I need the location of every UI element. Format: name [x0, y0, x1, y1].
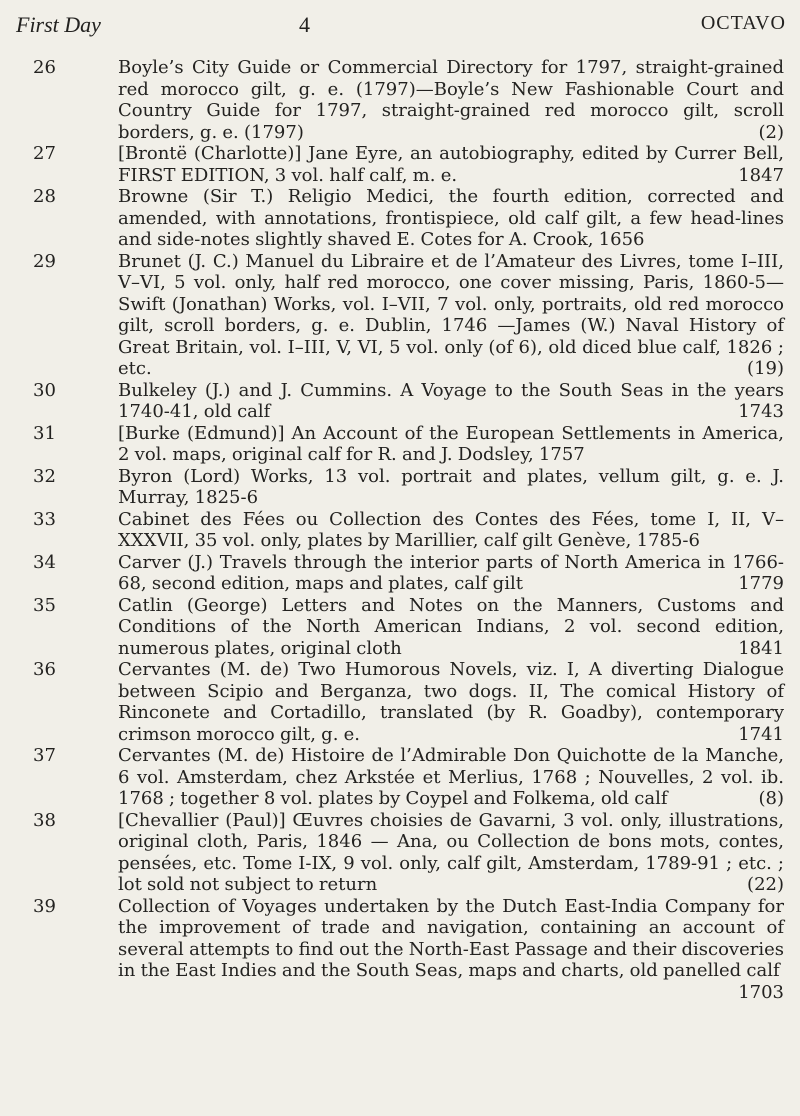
page-header — [16, 12, 786, 38]
lot-date: (19) — [747, 358, 784, 379]
lot-list — [0, 57, 800, 1003]
page-number: 4 — [299, 12, 310, 37]
lot-text: Cabinet des Fées ou Collection des Contes des Fées, tome I, II, V–XXXVII, 35 vol. only, plates by Marillier, calf gilt Genève, 1785-6 — [118, 508, 784, 551]
lot-entry — [0, 745, 800, 810]
lot-text: [Chevallier (Paul)] Œuvres choisies de Gavarni, 3 vol. only, illustrations, original cloth, Paris, 1846 — Ana, ou Collection de bons mots, contes, pensées, etc. Tome I-IX, 9 vol. only, calf gilt, Amsterdam, 1789-91 ; etc. ; lot sold not subject to return — [118, 809, 784, 895]
lot-description — [118, 895, 784, 1003]
lot-entry — [0, 552, 800, 595]
running-head-title: First Day — [16, 12, 101, 37]
lot-number: 37 — [33, 745, 56, 766]
lot-number: 32 — [33, 465, 56, 487]
lot-text: [Burke (Edmund)] An Account of the European Settlements in America, 2 vol. maps, original calf for R. and J. Dodsley, 1757 — [118, 422, 784, 465]
running-head-format: OCTAVO — [700, 12, 786, 34]
lot-date: 1703 — [738, 981, 784, 1003]
lot-text: Bulkeley (J.) and J. Cummins. A Voyage to the South Seas in the years 1740-41, old calf — [118, 379, 784, 422]
lot-description — [118, 509, 784, 552]
lot-description — [118, 810, 784, 896]
lot-number: 33 — [33, 508, 56, 530]
lot-date: (2) — [758, 121, 784, 143]
lot-number: 28 — [33, 186, 56, 207]
lot-description — [118, 380, 784, 423]
lot-description — [118, 595, 784, 660]
lot-number: 36 — [33, 659, 56, 680]
lot-date: (8) — [758, 788, 784, 809]
lot-text: Cervantes (M. de) Histoire de l’Admirable Don Quichotte de la Manche, 6 vol. Amsterdam, chez Arkstée et Merlius, 1768 ; Nouvelles, 2 vol. ib. 1768 ; together 8 vol. plates by Coypel and Folkema, old calf — [118, 745, 784, 809]
lot-description — [118, 659, 784, 745]
lot-description — [118, 552, 784, 595]
lot-description — [118, 745, 784, 810]
lot-entry — [0, 186, 800, 251]
lot-description — [118, 466, 784, 509]
lot-text: [Brontë (Charlotte)] Jane Eyre, an autobiography, edited by Currer Bell, FIRST EDITION, 3 vol. half calf, m. e. — [118, 143, 784, 186]
lot-entry — [0, 509, 800, 552]
lot-text: Catlin (George) Letters and Notes on the Manners, Customs and Conditions of the North American Indians, 2 vol. second edition, numerous plates, original cloth — [118, 594, 784, 659]
lot-description — [118, 186, 784, 251]
lot-text: Brunet (J. C.) Manuel du Libraire et de l’Amateur des Livres, tome I–III, V–VI, 5 vol. only, half red morocco, one cover missing, Paris, 1860-5—Swift (Jonathan) Works, vol. I–VII, 7 vol. only, portraits, old red morocco gilt, scroll borders, g. e. Dublin, 1746 —James (W.) Naval History of Great Britain, vol. I–III, V, VI, 5 vol. only (of 6), old diced blue calf, 1826 ; etc. — [118, 250, 784, 379]
lot-text: Carver (J.) Travels through the interior parts of North America in 1766-68, second edition, maps and plates, calf gilt — [118, 551, 784, 594]
lot-entry — [0, 810, 800, 896]
lot-description — [118, 57, 784, 143]
lot-text: Byron (Lord) Works, 13 vol. portrait and plates, vellum gilt, g. e. J. Murray, 1825-6 — [118, 465, 784, 508]
lot-date: (22) — [747, 874, 784, 895]
lot-description — [118, 143, 784, 186]
lot-description — [118, 423, 784, 466]
lot-date: 1841 — [738, 637, 784, 659]
lot-text: Browne (Sir T.) Religio Medici, the fourth edition, corrected and amended, with annotations, frontispiece, old calf gilt, a few head-lines and side-notes slightly shaved E. Cotes for A. Crook, 1656 — [118, 186, 784, 250]
lot-number: 27 — [33, 143, 56, 164]
lot-entry — [0, 423, 800, 466]
lot-date: 1741 — [738, 723, 784, 745]
lot-entry — [0, 380, 800, 423]
lot-number: 34 — [33, 551, 56, 573]
lot-entry — [0, 659, 800, 745]
lot-date: 1847 — [738, 164, 784, 186]
lot-number: 31 — [33, 422, 56, 444]
lot-text: Boyle’s City Guide or Commercial Directory for 1797, straight-grained red morocco gilt, g. e. (1797)—Boyle’s New Fashionable Court and Country Guide for 1797, straight-grained red morocco gilt, scroll borders, g. e. (1797) — [118, 57, 784, 143]
lot-entry — [0, 143, 800, 186]
lot-number: 38 — [33, 809, 56, 831]
lot-number: 29 — [33, 250, 56, 272]
lot-text: Collection of Voyages undertaken by the Dutch East-India Company for the improvement of trade and navigation, containing an account of several attempts to find out the North-East Passage and their discoveries in the East Indies and the South Seas, maps and charts, old panelled calf — [118, 895, 784, 981]
lot-number: 35 — [33, 594, 56, 616]
lot-entry — [0, 595, 800, 660]
lot-entry — [0, 251, 800, 380]
lot-number: 26 — [33, 57, 56, 78]
lot-date: 1779 — [738, 573, 784, 594]
lot-date: 1743 — [738, 401, 784, 422]
lot-entry — [0, 895, 800, 1003]
lot-text: Cervantes (M. de) Two Humorous Novels, viz. I, A diverting Dialogue between Scipio and Berganza, two dogs. II, The comical History of Rinconete and Cortadillo, translated (by R. Goadby), contemporary crimson morocco gilt, g. e. — [118, 659, 784, 745]
lot-entry — [0, 57, 800, 143]
lot-entry — [0, 466, 800, 509]
lot-number: 30 — [33, 379, 56, 401]
lot-number: 39 — [33, 895, 56, 917]
lot-description — [118, 251, 784, 380]
